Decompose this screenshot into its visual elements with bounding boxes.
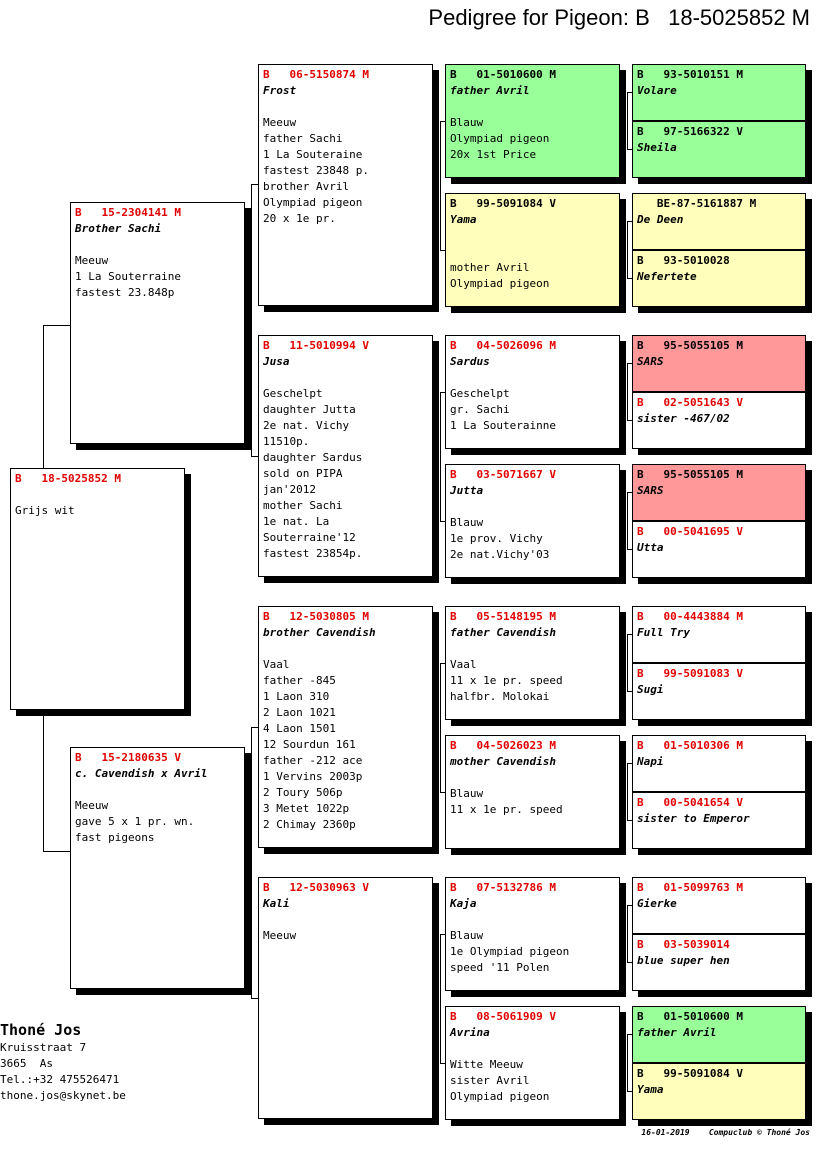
gen4-card[interactable] <box>632 464 806 521</box>
gen3-name: Sardus <box>450 355 490 368</box>
gen3-line <box>450 499 615 515</box>
gen4-card[interactable] <box>632 1006 806 1063</box>
dam-sire-notes-line: 2 Laon 1021 <box>263 706 336 719</box>
gen4-name: Volare <box>637 84 677 97</box>
gen3-name: Avrina <box>450 1026 490 1039</box>
gen3-line: mother Avril <box>450 261 530 274</box>
gen4-name: Gierke <box>637 897 677 910</box>
gen3-line: speed '11 Polen <box>450 961 550 974</box>
sire-dam-notes-line: daughter Sardus <box>263 451 363 464</box>
gen4-name: Utta <box>637 541 664 554</box>
sire-sire-notes-line: fastest 23848 p. <box>263 164 369 177</box>
gen3-card[interactable] <box>445 464 620 578</box>
gen3-name: father Avril <box>450 84 530 97</box>
gen3-line <box>450 244 615 260</box>
connector-line <box>627 363 628 420</box>
dam-sire-notes-line <box>263 641 428 657</box>
gen3-ring: B 01-5010600 M <box>450 68 556 81</box>
gen3-line: 11 x 1e pr. speed <box>450 674 563 687</box>
connector-line <box>251 727 252 999</box>
gen3-line: Geschelpt <box>450 387 510 400</box>
subject-notes <box>15 487 180 519</box>
gen4-name: sister -467/02 <box>637 412 730 425</box>
dam-sire-notes-line: 1 Laon 310 <box>263 690 330 703</box>
gen4-ring: B 95-5055105 M <box>637 468 743 481</box>
gen4-name: SARS <box>637 484 664 497</box>
connector-line <box>627 905 628 962</box>
gen3-line: Blauw <box>450 116 484 129</box>
dam-ring: B 15-2180635 V <box>75 751 181 764</box>
gen4-ring: B 93-5010028 <box>637 254 730 267</box>
gen4-card[interactable] <box>632 1063 806 1120</box>
gen4-ring: B 00-5041654 V <box>637 796 743 809</box>
page-title: Pedigree for Pigeon: B 18-5025852 M <box>428 5 810 30</box>
connector-line <box>251 184 252 456</box>
sire-dam-notes-line: 2e nat. Vichy <box>263 419 350 432</box>
gen4-card[interactable] <box>632 250 806 307</box>
sire-dam-name: Jusa <box>263 355 290 368</box>
dam-sire-notes-line: 1 Vervins 2003p <box>263 770 363 783</box>
dam-dam-notes-line <box>263 912 428 928</box>
gen3-line: gr. Sachi <box>450 403 510 416</box>
gen4-pair <box>632 735 806 849</box>
gen3-ring: B 05-5148195 M <box>450 610 556 623</box>
gen4-ring: B 01-5010306 M <box>637 739 743 752</box>
footer <box>641 1128 810 1137</box>
dam-dam-card[interactable] <box>258 877 433 1119</box>
connector-line <box>251 727 258 728</box>
gen4-ring: B 02-5051643 V <box>637 396 743 409</box>
gen4-card[interactable] <box>632 193 806 250</box>
owner-street: Kruisstraat 7 <box>0 1041 87 1054</box>
gen3-line: 2e nat.Vichy'03 <box>450 548 550 561</box>
gen4-pair <box>632 335 806 449</box>
sire-dam-notes-line: jan'2012 <box>263 483 316 496</box>
connector-line <box>43 325 70 326</box>
gen4-pair <box>632 1006 806 1120</box>
gen4-name: Sugi <box>637 683 664 696</box>
sire-sire-notes <box>263 99 428 227</box>
dam-sire-notes <box>263 641 428 833</box>
dam-sire-notes-line: father -212 ace <box>263 754 363 767</box>
owner-city: 3665 As <box>0 1057 53 1070</box>
gen4-name: sister to Emperor <box>637 812 750 825</box>
subject-notes-line: Grijs wit <box>15 504 75 517</box>
gen4-card[interactable] <box>632 392 806 449</box>
connector-line <box>251 456 258 457</box>
gen4-card[interactable] <box>632 735 806 792</box>
footer-credit: Compuclub © Thoné Jos <box>708 1128 810 1137</box>
connector-line <box>251 184 258 185</box>
gen4-name: Full Try <box>637 626 690 639</box>
dam-sire-notes-line: 2 Chimay 2360p <box>263 818 356 831</box>
dam-notes-line: fast pigeons <box>75 831 155 844</box>
gen4-name: father Avril <box>637 1026 717 1039</box>
gen4-pair <box>632 606 806 720</box>
gen3-line: Witte Meeuw <box>450 1058 523 1071</box>
gen3-line <box>450 99 615 115</box>
gen3-line <box>450 370 615 386</box>
gen3-line <box>450 912 615 928</box>
gen3-line <box>450 770 615 786</box>
sire-sire-name: Frost <box>263 84 297 97</box>
subject-card[interactable] <box>10 468 185 710</box>
connector-line <box>440 121 441 250</box>
gen3-line <box>450 228 615 244</box>
gen4-card[interactable] <box>632 64 806 121</box>
connector-line <box>627 221 628 278</box>
gen3-ring: B 99-5091084 V <box>450 197 556 210</box>
dam-sire-notes-line: 4 Laon 1501 <box>263 722 336 735</box>
sire-dam-notes-line: fastest 23854p. <box>263 547 363 560</box>
connector-line <box>627 634 628 691</box>
sire-dam-notes-line: 1e nat. La <box>263 515 330 528</box>
owner-block <box>0 1020 126 1104</box>
connector-line <box>440 934 441 1063</box>
connector-line <box>440 663 441 792</box>
gen4-card[interactable] <box>632 606 806 663</box>
sire-dam-card[interactable] <box>258 335 433 577</box>
gen3-card[interactable] <box>445 335 620 449</box>
gen4-name: Napi <box>637 755 664 768</box>
sire-dam-notes-line: 11510p. <box>263 435 310 448</box>
gen4-card[interactable] <box>632 521 806 578</box>
dam-sire-notes-line: 2 Toury 506p <box>263 786 343 799</box>
gen3-ring: B 04-5026096 M <box>450 339 556 352</box>
gen4-ring: B 01-5099763 M <box>637 881 743 894</box>
sire-sire-notes-line: Olympiad pigeon <box>263 196 363 209</box>
gen4-name: Sheila <box>637 141 677 154</box>
sire-dam-notes <box>263 370 428 562</box>
gen3-line: 1e Olympiad pigeon <box>450 945 570 958</box>
gen4-ring: B 03-5039014 <box>637 938 730 951</box>
gen3-line: Olympiad pigeon <box>450 1090 550 1103</box>
dam-sire-notes-line: 12 Sourdun 161 <box>263 738 356 751</box>
dam-notes-line: Meeuw <box>75 799 109 812</box>
connector-line <box>627 763 628 820</box>
gen4-pair <box>632 877 806 991</box>
footer-date: 16-01-2019 <box>641 1128 690 1137</box>
gen4-name: Yama <box>637 1083 664 1096</box>
dam-notes-line <box>75 782 240 798</box>
gen4-pair <box>632 64 806 178</box>
gen3-name: Yama <box>450 213 477 226</box>
sire-dam-notes-line: Geschelpt <box>263 387 323 400</box>
connector-line <box>627 92 628 149</box>
dam-card[interactable] <box>70 747 245 989</box>
gen3-line: Blauw <box>450 929 484 942</box>
gen3-name: Kaja <box>450 897 477 910</box>
connector-line <box>627 1034 628 1091</box>
gen3-line: Blauw <box>450 787 484 800</box>
gen4-ring: B 97-5166322 V <box>637 125 743 138</box>
gen3-ring: B 03-5071667 V <box>450 468 556 481</box>
dam-sire-ring: B 12-5030805 M <box>263 610 369 623</box>
sire-notes-line: Meeuw <box>75 254 109 267</box>
gen4-ring: B 01-5010600 M <box>637 1010 743 1023</box>
sire-sire-notes-line: brother Avril <box>263 180 350 193</box>
gen3-line: 1e prov. Vichy <box>450 532 543 545</box>
dam-name: c. Cavendish x Avril <box>75 767 208 780</box>
sire-sire-ring: B 06-5150874 M <box>263 68 369 81</box>
sire-sire-notes-line: 20 x 1e pr. <box>263 212 336 225</box>
gen4-card[interactable] <box>632 121 806 178</box>
dam-dam-name: Kali <box>263 897 290 910</box>
dam-dam-notes-line: Meeuw <box>263 929 297 942</box>
sire-dam-notes-line: daughter Jutta <box>263 403 356 416</box>
sire-dam-notes-line: Souterraine'12 <box>263 531 356 544</box>
sire-dam-ring: B 11-5010994 V <box>263 339 369 352</box>
sire-sire-notes-line <box>263 99 428 115</box>
gen3-line: halfbr. Molokai <box>450 690 550 703</box>
sire-notes-line: fastest 23.848p <box>75 286 175 299</box>
sire-notes <box>75 237 240 301</box>
gen4-ring: B 99-5091083 V <box>637 667 743 680</box>
gen3-ring: B 04-5026023 M <box>450 739 556 752</box>
dam-sire-name: brother Cavendish <box>263 626 376 639</box>
gen3-line <box>450 1041 615 1057</box>
gen3-name: Jutta <box>450 484 484 497</box>
connector-line <box>627 492 628 549</box>
gen3-line: 11 x 1e pr. speed <box>450 803 563 816</box>
gen3-line: Olympiad pigeon <box>450 277 550 290</box>
gen4-name: blue super hen <box>637 954 730 967</box>
dam-sire-notes-line: father -845 <box>263 674 336 687</box>
connector-line <box>43 851 70 852</box>
gen4-name: De Deen <box>637 213 684 226</box>
gen3-line: 20x 1st Price <box>450 148 537 161</box>
gen3-ring: B 07-5132786 M <box>450 881 556 894</box>
gen3-line: 1 La Souterainne <box>450 419 556 432</box>
gen4-card[interactable] <box>632 663 806 720</box>
sire-dam-notes-line <box>263 370 428 386</box>
gen3-name: mother Cavendish <box>450 755 556 768</box>
owner-email[interactable]: thone.jos@skynet.be <box>0 1089 126 1102</box>
gen3-line: Vaal <box>450 658 477 671</box>
sire-card[interactable] <box>70 202 245 444</box>
gen4-ring: B 93-5010151 M <box>637 68 743 81</box>
gen3-ring: B 08-5061909 V <box>450 1010 556 1023</box>
connector-line <box>251 998 258 999</box>
connector-line <box>440 392 441 521</box>
dam-dam-ring: B 12-5030963 V <box>263 881 369 894</box>
gen3-line: sister Avril <box>450 1074 530 1087</box>
gen3-line <box>450 641 615 657</box>
gen4-name: SARS <box>637 355 664 368</box>
gen4-card[interactable] <box>632 792 806 849</box>
sire-ring: B 15-2304141 M <box>75 206 181 219</box>
owner-name: Thoné Jos <box>0 1021 82 1039</box>
sire-name: Brother Sachi <box>75 222 162 235</box>
dam-sire-card[interactable] <box>258 606 433 848</box>
sire-notes-line <box>75 237 240 253</box>
gen4-card[interactable] <box>632 877 806 934</box>
sire-dam-notes-line: mother Sachi <box>263 499 343 512</box>
connector-line <box>43 325 44 468</box>
gen3-card[interactable] <box>445 606 620 720</box>
dam-sire-notes-line: Vaal <box>263 658 290 671</box>
sire-sire-notes-line: Meeuw <box>263 116 297 129</box>
gen4-ring: BE-87-5161887 M <box>637 197 757 210</box>
subject-ring: B 18-5025852 M <box>15 472 121 485</box>
dam-notes <box>75 782 240 846</box>
gen3-card[interactable] <box>445 193 620 307</box>
gen3-card[interactable] <box>445 877 620 991</box>
gen3-card[interactable] <box>445 1006 620 1120</box>
gen3-line: Olympiad pigeon <box>450 132 550 145</box>
connector-line <box>43 710 44 851</box>
gen4-pair <box>632 193 806 307</box>
gen4-card[interactable] <box>632 934 806 991</box>
gen4-ring: B 00-5041695 V <box>637 525 743 538</box>
gen4-ring: B 99-5091084 V <box>637 1067 743 1080</box>
gen4-ring: B 00-4443884 M <box>637 610 743 623</box>
gen4-card[interactable] <box>632 335 806 392</box>
sire-sire-notes-line: father Sachi <box>263 132 343 145</box>
subject-notes-line <box>15 487 180 503</box>
sire-sire-card[interactable] <box>258 64 433 306</box>
gen4-ring: B 95-5055105 M <box>637 339 743 352</box>
dam-dam-notes <box>263 912 428 944</box>
dam-sire-notes-line: 3 Metet 1022p <box>263 802 350 815</box>
sire-notes-line: 1 La Souterraine <box>75 270 181 283</box>
gen3-card[interactable] <box>445 735 620 849</box>
gen4-name: Nefertete <box>637 270 697 283</box>
sire-dam-notes-line: sold on PIPA <box>263 467 343 480</box>
gen3-card[interactable] <box>445 64 620 178</box>
gen3-line: Blauw <box>450 516 484 529</box>
owner-tel: Tel.:+32 475526471 <box>0 1073 120 1086</box>
sire-sire-notes-line: 1 La Souteraine <box>263 148 363 161</box>
gen4-pair <box>632 464 806 578</box>
dam-notes-line: gave 5 x 1 pr. wn. <box>75 815 195 828</box>
gen3-name: father Cavendish <box>450 626 556 639</box>
